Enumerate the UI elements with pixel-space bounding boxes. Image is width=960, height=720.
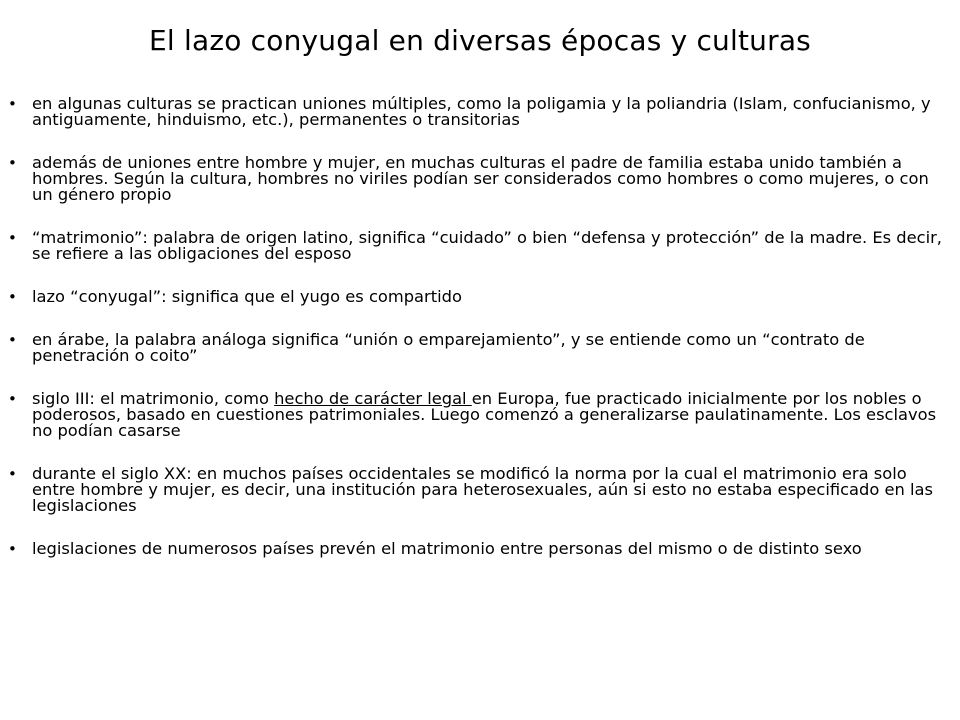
bullet-text: “matrimonio”: palabra de origen latino, significa “cuidado” o bien “defensa y protección” de la madre. Es decir, se refiere a las obligaciones del esposo bbox=[32, 228, 942, 263]
bullet-list bbox=[0, 96, 960, 584]
list-item bbox=[0, 466, 960, 514]
list-item bbox=[0, 332, 960, 364]
bullet-text: además de uniones entre hombre y mujer, en muchas culturas el padre de familia estaba unido también a hombres. Según la cultura, hombres no viriles podían ser considerados como hombres o como mujeres, o con un género propio bbox=[32, 153, 929, 204]
bullet-text: lazo “conyugal”: significa que el yugo es compartido bbox=[32, 287, 462, 306]
bullet-icon: • bbox=[8, 465, 17, 483]
underlined-phrase: hecho de carácter legal bbox=[274, 389, 472, 408]
list-item bbox=[0, 541, 960, 557]
bullet-icon: • bbox=[8, 331, 17, 349]
list-item bbox=[0, 155, 960, 203]
bullet-text: durante el siglo XX: en muchos países occidentales se modificó la norma por la cual el matrimonio era solo entre hombre y mujer, es decir, una institución para heterosexuales, aún si esto no estaba especificado en las legislaciones bbox=[32, 464, 934, 515]
list-item bbox=[0, 289, 960, 305]
bullet-text-post: en Europa, fue practicado inicialmente por los nobles o poderosos, basado en cuestiones patrimoniales. Luego comenzó a generalizarse paulatinamente. Los esclavos no podían casarse bbox=[32, 389, 937, 440]
bullet-text-pre: siglo III: el matrimonio, como bbox=[32, 389, 275, 408]
slide-title: El lazo conyugal en diversas épocas y culturas bbox=[149, 24, 811, 57]
bullet-icon: • bbox=[8, 95, 17, 113]
bullet-icon: • bbox=[8, 154, 17, 172]
bullet-text: legislaciones de numerosos países prevén el matrimonio entre personas del mismo o de distinto sexo bbox=[32, 539, 862, 558]
bullet-text: en árabe, la palabra análoga significa “unión o emparejamiento”, y se entiende como un “contrato de penetración o coito” bbox=[32, 330, 865, 365]
bullet-icon: • bbox=[8, 288, 17, 306]
list-item bbox=[0, 96, 960, 128]
bullet-icon: • bbox=[8, 229, 17, 247]
list-item bbox=[0, 230, 960, 262]
bullet-icon: • bbox=[8, 390, 17, 408]
bullet-text bbox=[32, 391, 946, 439]
bullet-icon: • bbox=[8, 540, 17, 558]
bullet-text: en algunas culturas se practican uniones múltiples, como la poligamia y la poliandria (Islam, confucianismo, y antiguamente, hinduismo, etc.), permanentes o transitorias bbox=[32, 94, 931, 129]
list-item bbox=[0, 391, 960, 439]
